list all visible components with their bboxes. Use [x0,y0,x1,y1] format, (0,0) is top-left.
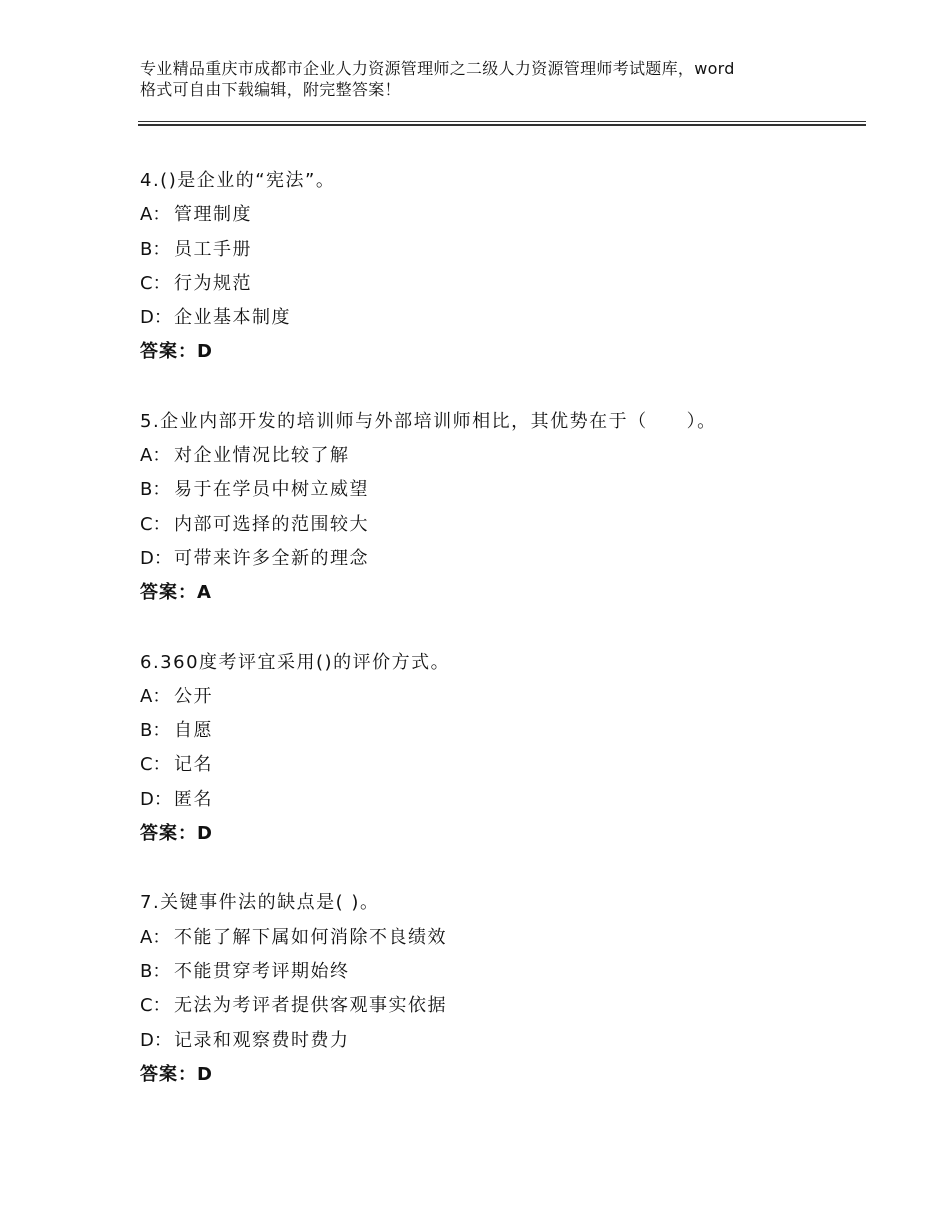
option-letter: C： [140,513,171,535]
option-d [140,301,860,335]
option-text: 员工手册 [174,238,252,260]
header-line-2: 格式可自由下载编辑，附完整答案！ [140,80,401,99]
option-letter: B： [140,238,171,260]
option-c [140,748,860,782]
option-d [140,783,860,817]
option-c [140,267,860,301]
option-text: 管理制度 [174,204,252,226]
option-letter: D： [140,547,172,569]
option-text: 行为规范 [174,272,252,294]
header-divider-thick [138,124,866,126]
option-a [140,921,860,955]
header-divider-thin [138,121,866,122]
option-letter: D： [140,1029,172,1051]
header-line-1: 专业精品重庆市成都市企业人力资源管理师之二级人力资源管理师考试题库，word [140,59,735,78]
option-a [140,439,860,473]
option-text: 内部可选择的范围较大 [174,513,369,535]
option-b [140,233,860,267]
option-letter: C： [140,754,171,776]
option-c [140,508,860,542]
answer-label: 答案：D [140,823,213,845]
document-header [140,58,840,100]
option-text: 可带来许多全新的理念 [174,547,369,569]
option-text: 记名 [174,754,213,776]
option-letter: C： [140,995,171,1017]
option-d [140,1024,860,1058]
option-letter: B： [140,960,171,982]
option-letter: A： [140,685,171,707]
question-stem: 6.360度考评宜采用()的评价方式。 [140,651,451,673]
question-stem: 4.()是企业的“宪法”。 [140,170,336,191]
option-text: 不能贯穿考评期始终 [174,960,350,982]
question-5 [140,405,860,611]
option-d [140,542,860,576]
option-text: 记录和观察费时费力 [174,1029,350,1051]
option-letter: B： [140,479,171,501]
option-text: 不能了解下属如何消除不良绩效 [174,926,447,948]
answer-label: 答案：D [140,1063,213,1085]
option-letter: C： [140,272,171,294]
option-b [140,955,860,989]
option-letter: A： [140,926,171,948]
option-a [140,198,860,232]
answer-label: 答案：A [140,582,212,604]
question-4 [140,164,860,370]
option-text: 企业基本制度 [174,307,291,329]
option-a [140,680,860,714]
option-text: 无法为考评者提供客观事实依据 [174,995,447,1017]
option-b [140,473,860,507]
option-text: 公开 [174,685,213,707]
question-list [140,164,860,1127]
option-letter: A： [140,445,171,467]
option-letter: A： [140,204,171,226]
answer-label: 答案：D [140,341,213,363]
option-text: 自愿 [174,720,213,742]
question-7 [140,886,860,1092]
question-6 [140,646,860,852]
option-letter: B： [140,720,171,742]
option-text: 匿名 [174,788,213,810]
option-b [140,714,860,748]
question-stem: 5.企业内部开发的培训师与外部培训师相比，其优势在于（ ）。 [140,410,717,432]
option-c [140,989,860,1023]
option-text: 对企业情况比较了解 [174,445,350,467]
question-stem: 7.关键事件法的缺点是( )。 [140,892,380,914]
option-text: 易于在学员中树立威望 [174,479,369,501]
option-letter: D： [140,307,172,329]
option-letter: D： [140,788,172,810]
